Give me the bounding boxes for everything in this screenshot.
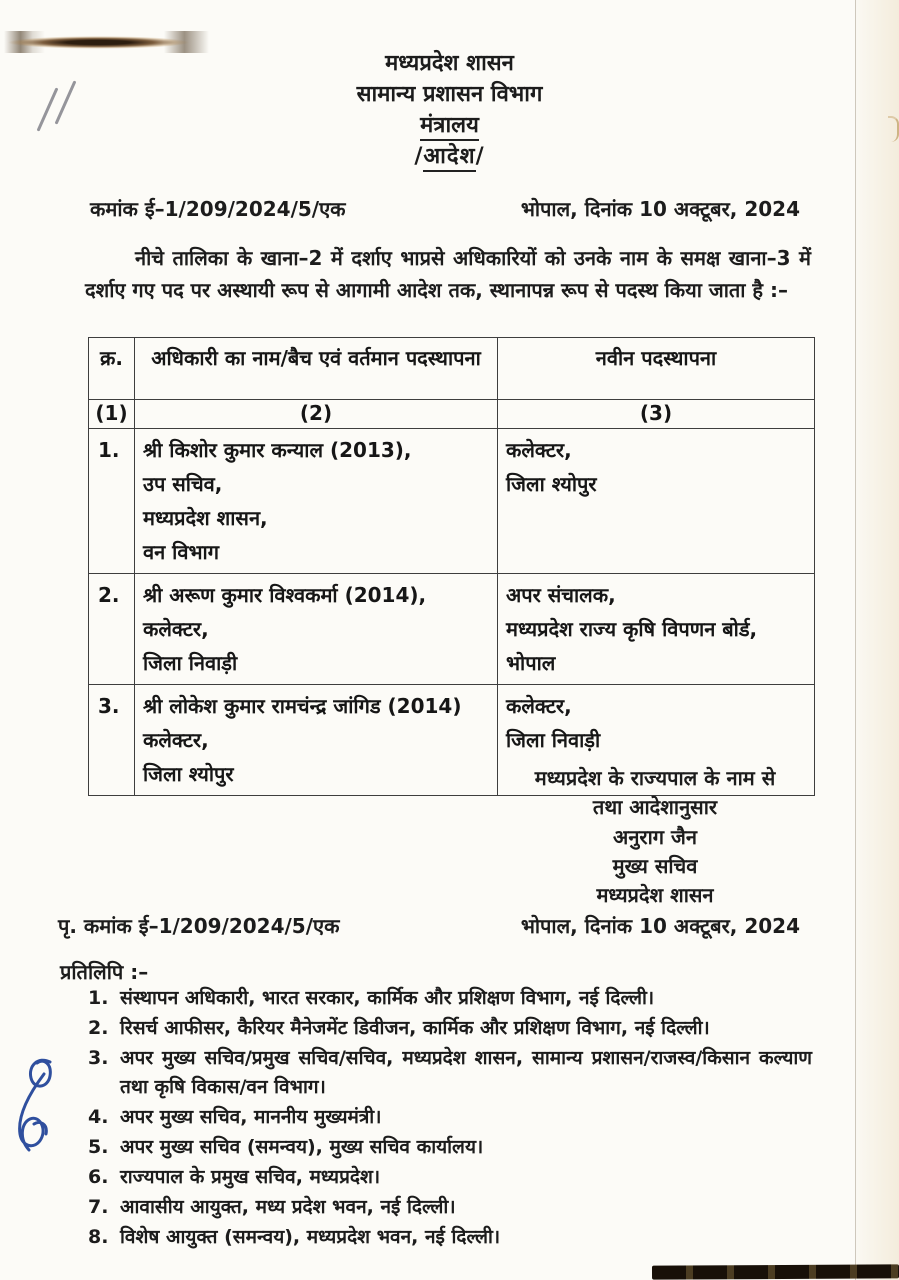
- table-header-row: [89, 338, 815, 400]
- intro-paragraph: नीचे तालिका के खाना–2 में दर्शाए भाप्रसे अधिकारियों को उनके नाम के समक्ष खाना–3 में दर्शाए गए पद पर अस्थायी रूप से आगामी आदेश तक, स्थानापन्न रूप से पदस्थ किया जाता है :–: [85, 246, 811, 302]
- list-item: 8. विशेष आयुक्त (समन्वय), मध्यप्रदेश भवन, नई दिल्ली।: [88, 1226, 501, 1248]
- list-item: 6. राज्यपाल के प्रमुख सचिव, मध्यप्रदेश।: [88, 1166, 381, 1188]
- endorsement-place-date: भोपाल, दिनांक 10 अक्टूबर, 2024: [520, 914, 800, 938]
- document-header: [0, 48, 899, 172]
- row-serial: 2.: [89, 574, 135, 685]
- list-item: 5. अपर मुख्य सचिव (समन्वय), मुख्य सचिव कार्यालय।: [88, 1136, 484, 1158]
- column-number-1: (1): [89, 400, 135, 429]
- transfer-order-table: [88, 337, 815, 796]
- column-number-3: (3): [498, 400, 815, 429]
- header-department: सामान्य प्रशासन विभाग: [356, 82, 543, 107]
- signatory-organization: मध्यप्रदेश शासन: [596, 883, 714, 907]
- signatory-designation: मुख्य सचिव: [612, 854, 698, 878]
- table-row: [89, 574, 815, 685]
- row-serial: 1.: [89, 429, 135, 574]
- header-ministry: मंत्रालय: [0, 110, 899, 141]
- table-column-number-row: [89, 400, 815, 429]
- header-government: मध्यप्रदेश शासन: [385, 51, 514, 76]
- row-officer-details: श्री अरूण कुमार विश्वकर्मा (2014), कलेक्टर, जिला निवाड़ी: [135, 574, 498, 685]
- list-item: 2. रिसर्च आफीसर, कैरियर मैनेजमेंट डिवीजन, कार्मिक और प्रशिक्षण विभाग, नई दिल्ली।: [88, 1017, 710, 1039]
- copy-section-label: प्रतिलिपि :–: [60, 960, 149, 984]
- list-item: 1. संस्थापन अधिकारी, भारत सरकार, कार्मिक और प्रशिक्षण विभाग, नई दिल्ली।: [88, 987, 655, 1009]
- endorsement-number: पृ. कमांक ई–1/209/2024/5/एक: [58, 914, 340, 938]
- list-item: 7. आवासीय आयुक्त, मध्य प्रदेश भवन, नई दिल्ली।: [88, 1196, 456, 1218]
- signature-byorder-line: तथा आदेशानुसार: [592, 795, 718, 819]
- signature-block: [460, 764, 850, 910]
- order-place-date: भोपाल, दिनांक 10 अक्टूबर, 2024: [520, 197, 800, 221]
- row-new-posting: कलेक्टर, जिला श्योपुर: [498, 429, 815, 574]
- row-officer-details: श्री लोकेश कुमार रामचंन्द्र जांगिड (2014) कलेक्टर, जिला श्योपुर: [135, 685, 498, 796]
- list-item: 3. अपर मुख्य सचिव/प्रमुख सचिव/सचिव, मध्यप्रदेश शासन, सामान्य प्रशासन/राजस्व/किसान कल्याण तथा कृषि विकास/वन विभाग।: [88, 1047, 812, 1098]
- row-officer-details: श्री किशोर कुमार कन्याल (2013), उप सचिव, मध्यप्रदेश शासन, वन विभाग: [135, 429, 498, 574]
- list-item: 4. अपर मुख्य सचिव, माननीय मुख्यमंत्री।: [88, 1106, 382, 1128]
- row-new-posting: कलेक्टर, जिला निवाड़ी: [498, 685, 815, 796]
- column-header-officer: अधिकारी का नाम/बैच एवं वर्तमान पदस्थापना: [135, 338, 498, 400]
- signatory-name: अनुराग जैन: [613, 825, 697, 849]
- blue-ink-initial: [4, 1054, 66, 1158]
- column-number-2: (2): [135, 400, 498, 429]
- column-header-serial: क्र.: [89, 338, 135, 400]
- header-order-title: /आदेश/: [0, 141, 899, 172]
- table-row: [89, 429, 815, 574]
- order-number: कमांक ई–1/209/2024/5/एक: [90, 197, 346, 221]
- column-header-new-posting: नवीन पदस्थापना: [498, 338, 815, 400]
- row-new-posting: अपर संचालक, मध्यप्रदेश राज्य कृषि विपणन बोर्ड, भोपाल: [498, 574, 815, 685]
- page-edge-shadow: [856, 0, 899, 1280]
- signature-authority-line: मध्यप्रदेश के राज्यपाल के नाम से: [534, 766, 776, 790]
- copy-recipients-list: [88, 984, 812, 1253]
- scan-edge-bar: [652, 1264, 899, 1279]
- row-serial: 3.: [89, 685, 135, 796]
